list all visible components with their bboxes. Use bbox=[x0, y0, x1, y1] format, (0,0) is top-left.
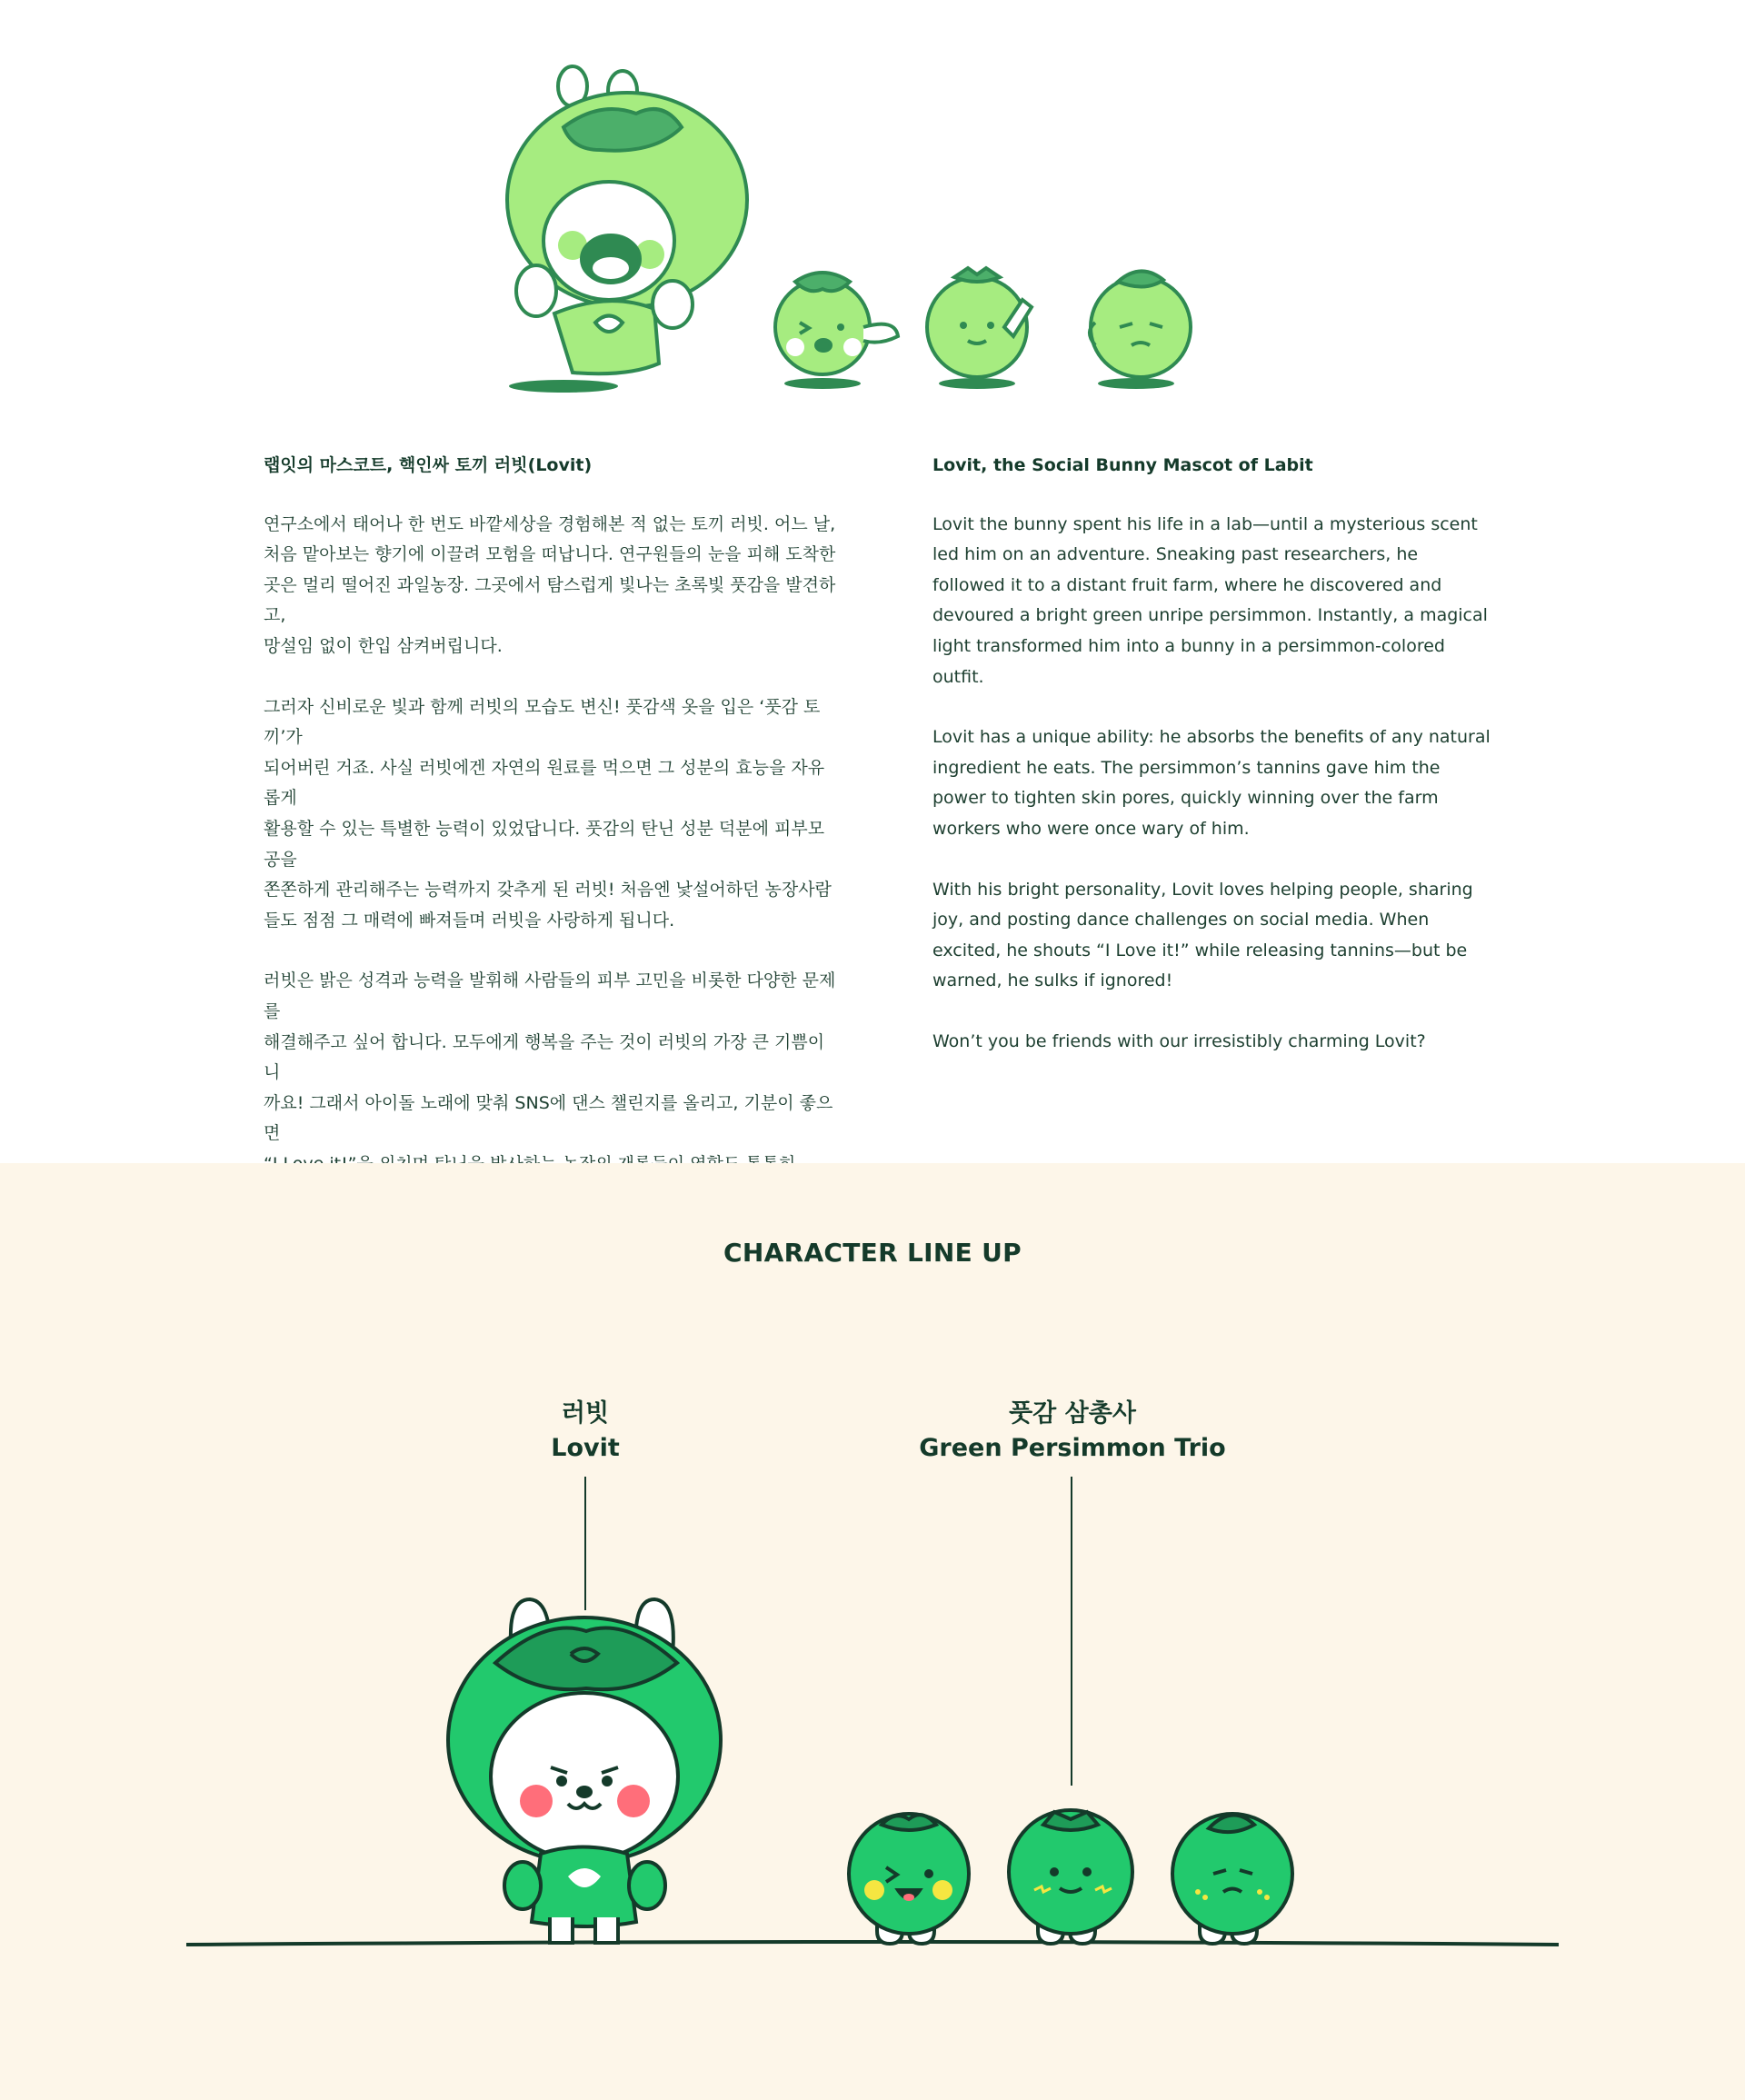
persimmon-sketch-sad-image bbox=[1090, 271, 1191, 389]
persimmon-sad-character-image bbox=[1172, 1814, 1292, 1944]
trio-name-en: Green Persimmon Trio bbox=[919, 1434, 1226, 1462]
intro-paragraph-ko-1: 연구소에서 태어나 한 번도 바깥세상을 경험해본 적 없는 토끼 러빗. 어느 날, 처음 맡아보는 향기에 이끌려 모험을 떠납니다. 연구원들의 눈을 피해 도착한 곳은 멀리 떨어진 과일농장. 그곳에서 탐스럽게 빛나는 초록빛 풋감을 발견하고, 망설임 없이 한입 삼켜버립니다. bbox=[264, 513, 836, 657]
intro-paragraph-ko-2: 그러자 신비로운 빛과 함께 러빗의 모습도 변신! 풋감색 옷을 입은 ‘풋감 토끼’가 되어버린 거죠. 사실 러빗에겐 자연의 원료를 먹으면 그 성분의 효능을 자유롭게 활용할 수 있는 특별한 능력이 있었답니다. 풋감의 탄닌 성분 덕분에 피부모공을 쫀쫀하게 관리해주는 능력까지 갖추게 된 러빗! 처음엔 낯설어하던 농장사람 들도 점점 그 매력에 빠져들며 러빗을 사랑하게 됩니다. bbox=[264, 696, 832, 931]
intro-heading-en: Lovit, the Social Bunny Mascot of Labit bbox=[932, 455, 1313, 475]
lovit-label bbox=[494, 1397, 676, 1466]
ground-line bbox=[186, 1942, 1559, 1945]
lovit-character-image bbox=[448, 1599, 721, 1943]
intro-heading-ko: 랩잇의 마스코트, 핵인싸 토끼 러빗(Lovit) bbox=[264, 455, 593, 475]
persimmon-sketch-smile-image bbox=[927, 268, 1032, 389]
persimmon-smile-character-image bbox=[1009, 1810, 1132, 1944]
lineup-title: CHARACTER LINE UP bbox=[723, 1238, 1022, 1268]
lovit-name-en: Lovit bbox=[551, 1434, 620, 1462]
intro-paragraph-en-4: Won’t you be friends with our irresistibly charming Lovit? bbox=[932, 1031, 1426, 1051]
intro-paragraph-en-1: Lovit the bunny spent his life in a lab—until a mysterious scent led him on an adventure. Sneaking past researchers, he followed it to a distant fruit farm, where he discovered and devoured a bright green unripe persimmon. Instantly, a magical light transformed him into a bunny in a persimmon-colored outfit. bbox=[932, 513, 1488, 687]
lineup-illustration bbox=[0, 1545, 1745, 1963]
intro-english bbox=[932, 454, 1505, 1088]
hero-illustration bbox=[473, 64, 1291, 409]
lovit-name-ko: 러빗 bbox=[561, 1399, 610, 1428]
intro-paragraph-ko-3: 러빗은 밝은 성격과 능력을 발휘해 사람들의 피부 고민을 비롯한 다양한 문제를 해결해주고 싶어 합니다. 모두에게 행복을 주는 것이 러빗의 가장 큰 기쁨이니 까요! 그래서 아이돌 노래에 맞춰 SNS에 댄스 챌린지를 올리고, 기분이 좋으면 bbox=[264, 970, 836, 1144]
intro-paragraph-en-3: With his bright personality, Lovit loves helping people, sharing joy, and posting dance challenges on social media. When excited, he shouts “I Love it!” while releasing tannins—but be warned, he sulks if ignored! bbox=[932, 879, 1473, 991]
lovit-sketch-image bbox=[507, 66, 747, 393]
persimmon-wink-character-image bbox=[849, 1814, 969, 1944]
trio-name-ko: 풋감 삼총사 bbox=[1009, 1399, 1136, 1428]
trio-label bbox=[891, 1397, 1254, 1466]
persimmon-sketch-wink-image bbox=[775, 273, 898, 389]
intro-paragraph-en-2: Lovit has a unique ability: he absorbs the benefits of any natural ingredient he eats. The persimmon’s tannins gave him the power to tighten skin pores, quickly winning over the farm workers who were once wary of him. bbox=[932, 727, 1491, 840]
